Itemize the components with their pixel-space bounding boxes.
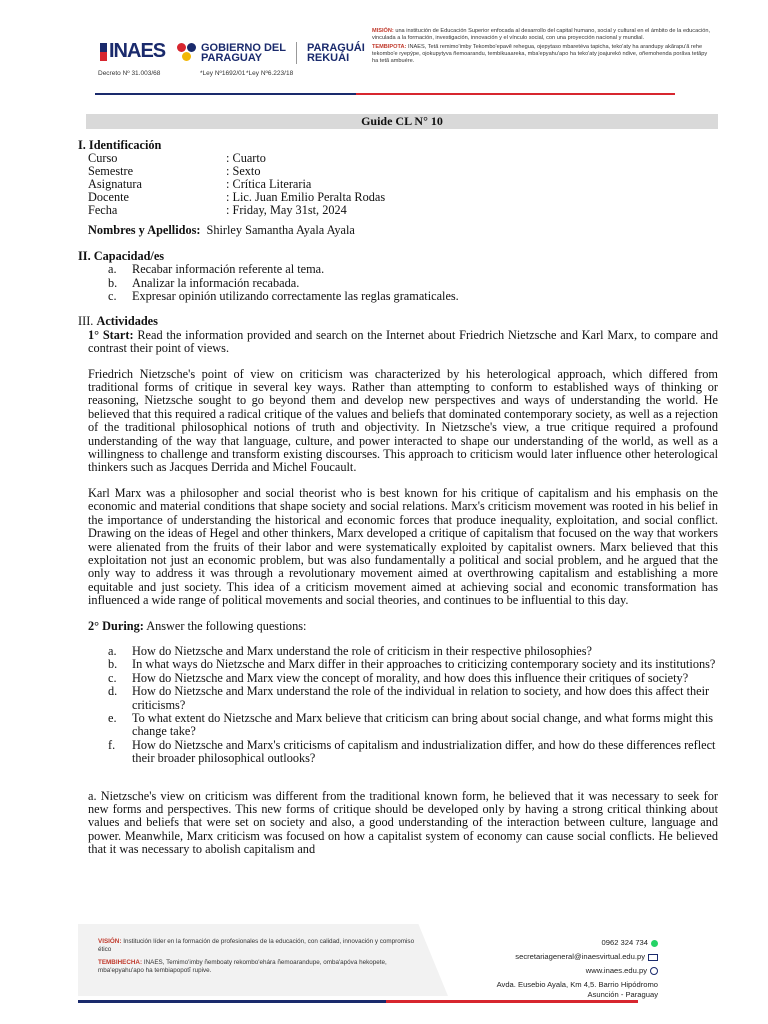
footer-stripe [78,1000,638,1003]
list-item [108,277,718,290]
tembipota-label: TEMBIPOTA: [372,44,407,50]
tembihecha-label: TEMBIHECHA: [98,959,143,966]
question-item [108,645,718,658]
page-header [0,0,768,100]
contact-phone [602,938,658,947]
list-marker: f. [108,737,116,752]
inaes-logo-mark-icon [100,43,107,61]
ident-value: : Lic. Juan Emilio Peralta Rodas [226,189,386,204]
list-text: Analizar la información recabada. [132,275,300,290]
rekuai-line1: PARAGUÁI [306,42,365,54]
vision-paragraph [98,938,418,954]
list-marker: c. [108,289,117,304]
question-item [108,685,718,712]
list-text: Recabar información referente al tema. [132,262,325,277]
list-item [108,263,718,276]
ident-label: Fecha [88,202,118,217]
gobierno-line2: PARAGUAY [201,52,263,64]
mision-paragraph [372,28,712,42]
list-marker: e. [108,710,117,725]
list-marker: d. [108,684,118,699]
identificacion-table [88,152,385,216]
ident-value: : Sexto [226,164,261,179]
during-label: 2° During: [88,618,144,633]
question-text: How do Nietzsche and Marx understand the role of criticism in their respective philosophies? [132,643,592,658]
list-marker: b. [108,275,118,290]
vision-label: VISIÓN: [98,938,122,945]
tembihecha-paragraph [98,959,418,975]
list-marker: b. [108,657,118,672]
ident-value: : Friday, May 31st, 2024 [226,202,347,217]
question-text: How do Nietzsche and Marx's criticisms of capitalism and industrialization differ, and how do these differences reflect their broader philosophical outlooks? [132,737,716,766]
rekuai-line2: REKUÁI [306,52,350,64]
vision-text: Institución líder en la formación de profesionales de la educación, con calidad, innovación y compromiso ético [98,938,415,953]
page-footer [0,918,768,1024]
list-item [108,290,718,303]
student-name-row [88,224,718,237]
question-item [108,672,718,685]
ident-label: Docente [88,189,129,204]
tembipota-text: INAES, Tetã remimo'imby Tekombo'epavẽ rehegua, ojepytaso mbaretéva tapicha, teko'aty ha arandupy akãrapu'ã rehe tekombo'e ryepýpe, ojokupytyva ñemoarandu, tembikuaareka, mba'epyahu'apo ha teko'aty joajurekó ndive, oñemohenda porãva tetãpy ha tetã ambuére. [372,44,708,64]
start-paragraph [88,329,718,356]
gobierno-text [201,43,286,63]
inaes-logo [100,40,165,63]
start-text: Read the information provided and search on the Internet about Friedrich Nietzsche and Karl Marx, to compare and contrast their point of views. [88,327,719,356]
ident-value: : Crítica Literaria [226,177,312,191]
during-text: Answer the following questions: [146,618,307,633]
contact-web[interactable] [586,966,658,975]
ley2-text: *Ley Nº6.223/18 [246,70,294,77]
list-marker: c. [108,670,117,685]
rekuai-text [307,43,365,63]
mision-text: una institución de Educación Superior enfocada al desarrollo del capital humano, social y cultural en el ámbito de la educación, vinculada a la formación, investigación, innovación y el vínculo social, con una proyección nacional y mundial. [372,28,711,41]
footer-vision-block [98,938,418,975]
tembihecha-text: INAES, Temimo'imby ñemboaty rekombo'ehára ñemoarandupe, omba'apóva hekopete, mba'epyahu'apo ha tembiapopotĩ rupive. [98,959,387,974]
ident-label: Curso [88,151,118,166]
mision-label: MISIÓN: [372,28,394,34]
ident-label: Semestre [88,164,134,179]
question-text: How do Nietzsche and Marx view the concept of morality, and how does this influence their critiques of society? [132,670,689,685]
gobierno-line1: GOBIERNO DEL [201,42,286,54]
mision-box [372,28,712,65]
document-body [78,139,718,857]
question-item [108,658,718,671]
mail-icon [648,954,658,961]
phone-icon [651,940,658,947]
list-text: Expresar opinión utilizando correctamente las reglas gramaticales. [132,289,459,304]
actividades-title: Actividades [96,314,158,329]
actividades-number: III. [78,314,94,329]
inaes-logo-text: INAES [109,40,166,62]
header-divider [95,93,675,95]
logo-divider [296,42,297,64]
capacidades-list [78,263,718,303]
question-text: In what ways do Nietzsche and Marx differ in their approaches to criticizing contemporary society and its institutions? [132,657,716,672]
start-label: 1° Start: [88,327,134,342]
gobierno-star-icon [177,43,197,63]
ley1-text: *Ley Nº1692/01 [200,70,246,77]
tembipota-paragraph [372,44,712,65]
question-text: How do Nietzsche and Marx understand the role of the individual in relation to society, and how does this affect their criticisms? [132,684,710,712]
marx-paragraph: Karl Marx was a philosopher and social theorist who is best known for his critique of capitalism and his emphasis on the economic and material conditions that shape society and social relations. Marx's criticism movement was rooted in his belief in the importance of understanding the historical and economic forces that produce inequality, exploitation, and social conflict. Drawing on the ideas of Hegel and other thinkers, Marx developed a critique of capitalism that focused on the way that workers were alienated from the fruits of their labor and were systematically exploited by capitalist owners. Marx believed that this exploitation not just an economic problem, but was also fundamentally a political and social problem, and he argued that the only way to address it was through a revolutionary movement aimed at overthrowing capitalism and establishing a more equitable and just society. This idea of a criticism movement aimed at achieving social and economic transformation has influenced a wide range of political movements and social theories, and continues to be influential to this day. [88,485,718,608]
actividades-heading [78,315,718,328]
contact-email[interactable] [515,952,658,961]
phone-text: 0962 324 734 [601,938,648,947]
globe-icon [650,967,658,975]
question-item [108,739,718,766]
question-text: To what extent do Nietzsche and Marx believe that criticism can bring about social change, and what forms might this change take? [132,710,714,739]
student-name-value: Shirley Samantha Ayala Ayala [206,223,355,238]
capacidades-heading: II. Capacidad/es [78,248,165,263]
decreto-text: Decreto Nº 31.003/68 [98,70,161,77]
identificacion-heading: I. Identificación [78,138,162,152]
nietzsche-paragraph: Friedrich Nietzsche's point of view on criticism was characterized by his heterological approach, which differed from traditional forms of critique in several key ways. Rather than attempting to conform to established ways of thinking or reasoning, Nietzsche sought to go beyond them and develop new perspectives and ways of understanding the world. He believed that this required a radical critique of the values and beliefs that dominated contemporary society, as well as a rejection of the traditional philosophical notions of truth and objectivity. In Nietzsche's view, a true critique required a profound understanding of the way that language, culture, and power interacted to shape our understanding of the world, as well as a willingness to challenge and transform existing discourses. This approach to criticism would later influence other heterological thinkers such as Jacques Derrida and Michel Foucault. [88,366,718,475]
web-text[interactable]: www.inaes.edu.py [585,966,647,975]
ident-row-docente [88,191,385,204]
gobierno-logo [177,42,365,64]
guide-title: Guide CL N° 10 [86,114,718,129]
ident-row-asignatura [88,178,385,191]
ident-row-fecha [88,204,385,217]
list-marker: a. [108,262,117,277]
during-paragraph [88,620,718,633]
answer-a-paragraph: a. Nietzsche's view on criticism was different from the traditional known form, he believed that it was necessary to seek for new forms and perspectives. This new forms of critique should be developed only by having a strong critical thinking about values and beliefs that were set on society and also, a good understanding of the interaction between culture, language and power. Meanwhile, Marx criticism was focused on how a capitalist system of economy can cause social conflicts. He believed that it was necessary to abolish capitalism and [88,788,718,857]
contact-city: Asunción - Paraguay [587,990,658,999]
student-name-label: Nombres y Apellidos: [88,223,201,238]
ident-value: : Cuarto [226,151,266,166]
question-item [108,712,718,739]
list-marker: a. [108,643,117,658]
ident-label: Asignatura [88,177,142,191]
questions-list [78,645,718,766]
email-text[interactable]: secretariageneral@inaesvirtual.edu.py [515,952,645,961]
contact-address: Avda. Eusebio Ayala, Km 4,5. Barrio Hipódromo [496,980,658,989]
